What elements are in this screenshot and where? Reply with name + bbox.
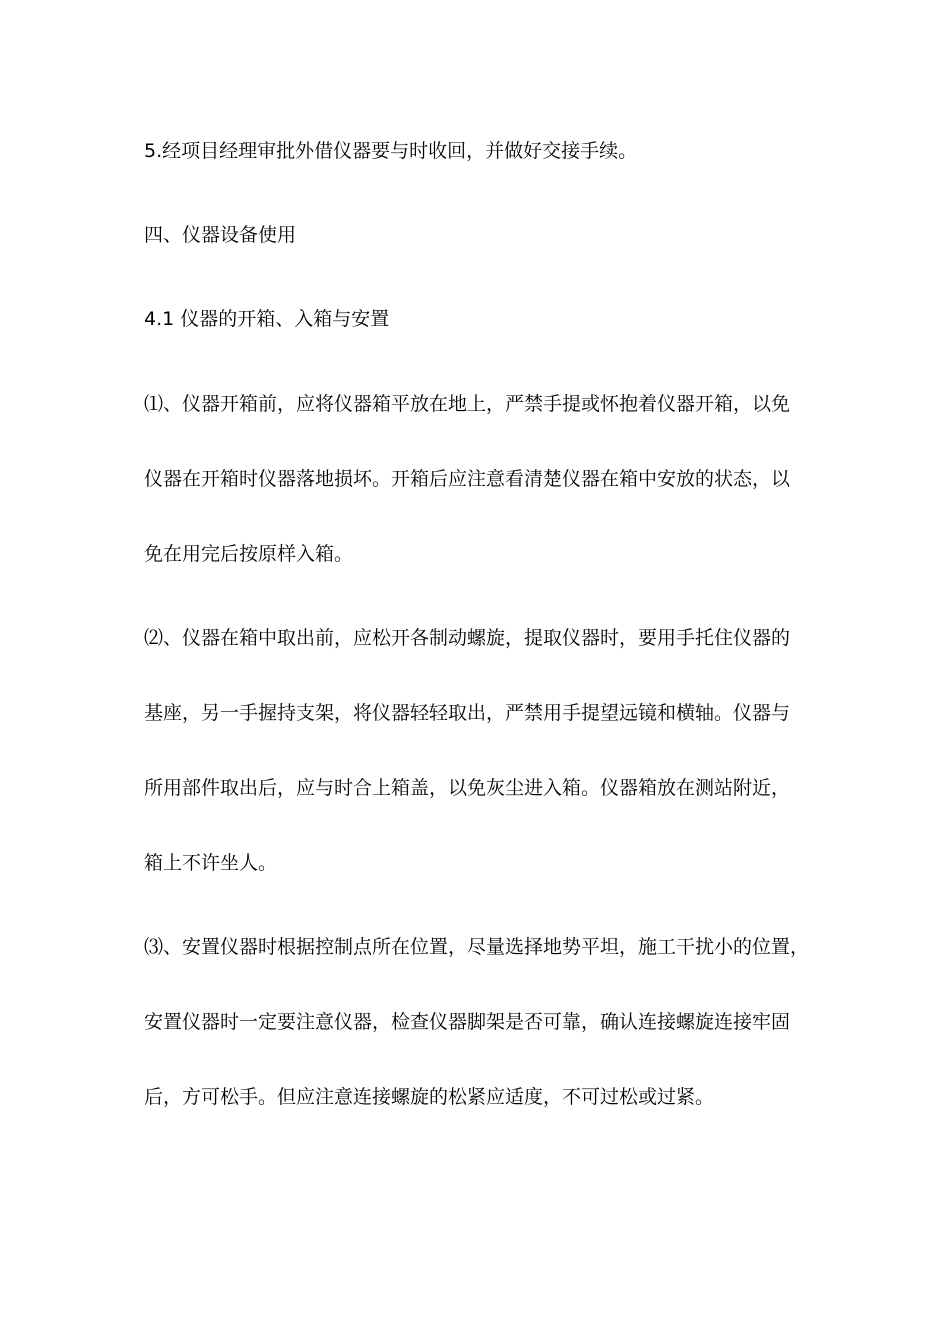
paragraph-3-line-3: 后，方可松手。但应注意连接螺旋的松紧应适度，不可过松或过紧。 xyxy=(144,1086,715,1108)
paragraph-2-line-3: 所用部件取出后，应与时合上箱盖，以免灰尘进入箱。仪器箱放在测站附近， xyxy=(144,777,791,799)
paragraph-3-line-2: 安置仪器时一定要注意仪器，检查仪器脚架是否可靠，确认连接螺旋连接牢固 xyxy=(144,1011,791,1033)
paragraph-2-line-2: 基座，另一手握持支架，将仪器轻轻取出，严禁用手提望远镜和横轴。仪器与 xyxy=(144,702,791,724)
paragraph-3-line-1: ⑶、安置仪器时根据控制点所在位置，尽量选择地势平坦，施工干扰小的位置， xyxy=(144,936,810,958)
paragraph-1-line-2: 仪器在开箱时仪器落地损坏。开箱后应注意看清楚仪器在箱中安放的状态，以 xyxy=(144,468,791,490)
paragraph-item-5: 5.经项目经理审批外借仪器要与时收回，并做好交接手续。 xyxy=(144,140,638,162)
subsection-heading: 4.1 仪器的开箱、入箱与安置 xyxy=(144,308,390,330)
section-heading: 四、仪器设备使用 xyxy=(144,224,297,246)
paragraph-1-line-1: ⑴、仪器开箱前，应将仪器箱平放在地上，严禁手提或怀抱着仪器开箱，以免 xyxy=(144,393,791,415)
paragraph-2-line-1: ⑵、仪器在箱中取出前，应松开各制动螺旋，提取仪器时，要用手托住仪器的 xyxy=(144,627,791,649)
paragraph-1-line-3: 免在用完后按原样入箱。 xyxy=(144,543,354,565)
paragraph-2-line-4: 箱上不许坐人。 xyxy=(144,852,278,874)
